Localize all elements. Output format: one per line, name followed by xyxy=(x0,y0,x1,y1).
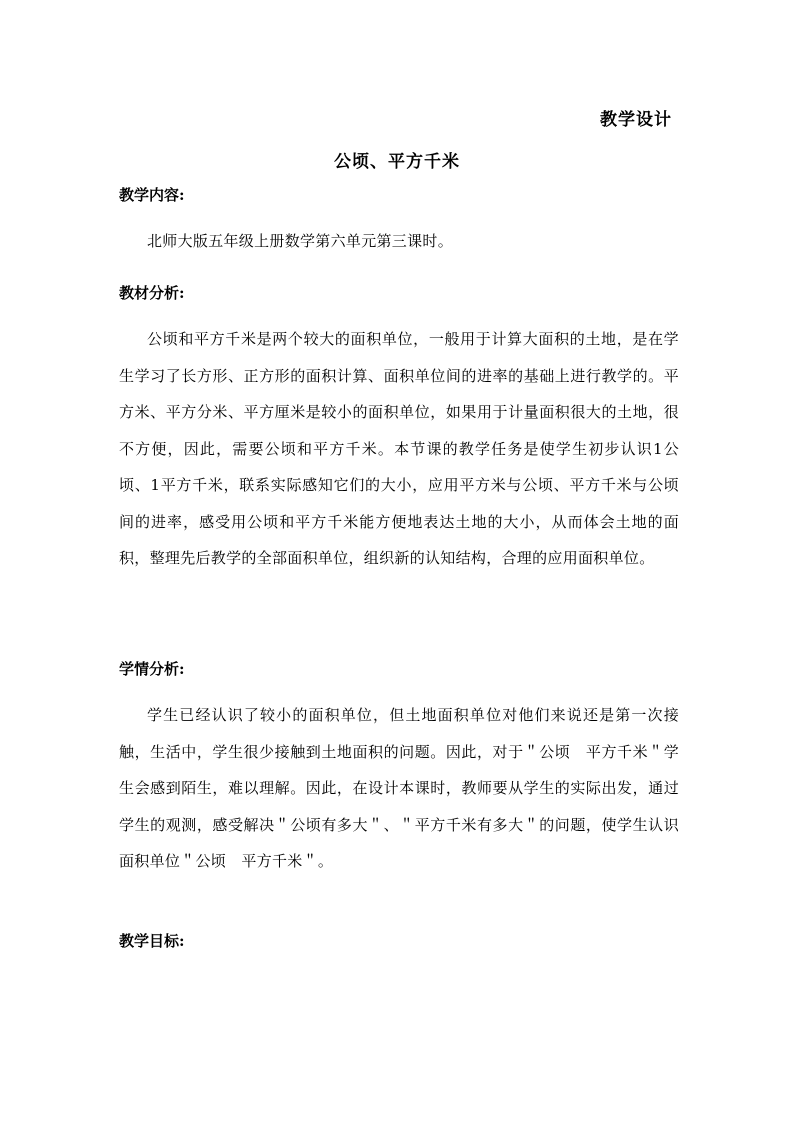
section-heading-students: 学情分析: xyxy=(119,660,185,678)
section-heading-material: 教材分析: xyxy=(119,284,185,302)
section-text-content: 北师大版五年级上册数学第六单元第三课时。 xyxy=(147,232,454,250)
lesson-title: 公顷、平方千米 xyxy=(334,152,460,172)
document-type-header: 教学设计 xyxy=(600,110,672,130)
section-text-students: 学生已经认识了较小的面积单位，但土地面积单位对他们来说还是第一次接触，生活中，学生很少接触到土地面积的问题。因此，对于＂公顷 平方千米＂学生会感到陌生，难以理解。因此，在设计本课时，教师要从学生的实际出发，通过学生的观测，感受解决＂公顷有多大＂、＂平方千米有多大＂的问题，使学生认识面积单位＂公顷 平方千米＂。 xyxy=(119,706,679,870)
section-heading-content: 教学内容: xyxy=(119,186,185,204)
section-heading-objectives: 教学目标: xyxy=(119,932,185,950)
section-text-material: 公顷和平方千米是两个较大的面积单位，一般用于计算大面积的土地，是在学生学习了长方形、正方形的面积计算、面积单位间的进率的基础上进行教学的。平方米、平方分米、平方厘米是较小的面积单位，如果用于计量面积很大的土地，很不方便，因此，需要公顷和平方千米。本节课的教学任务是使学生初步认识1公顷、1平方千米，联系实际感知它们的大小，应用平方米与公顷、平方千米与公顷间的进率，感受用公顷和平方千米能方便地表达土地的大小，从而体会土地的面积，整理先后教学的全部面积单位，组织新的认知结构，合理的应用面积单位。 xyxy=(119,330,679,567)
